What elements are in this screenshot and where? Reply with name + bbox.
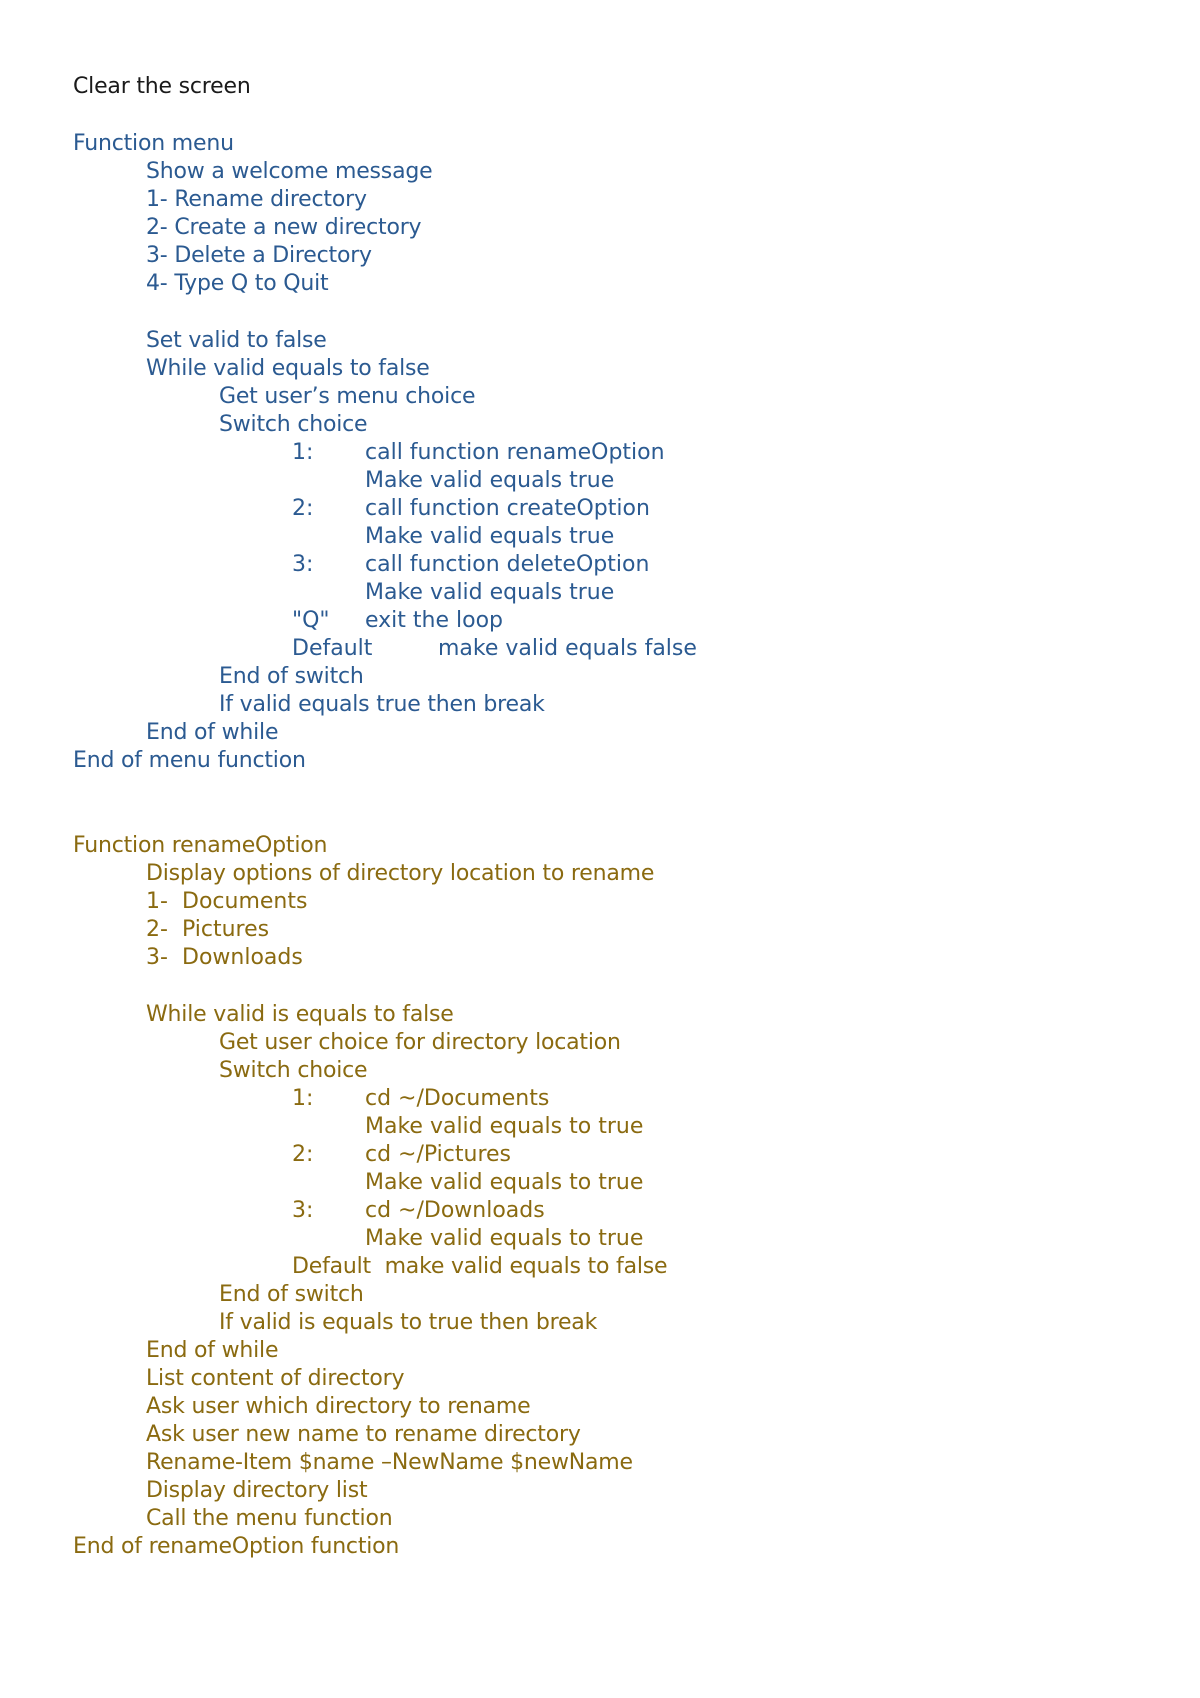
- rename-case3-label: 3:: [292, 1198, 314, 1223]
- rename-default: Default make valid equals to false: [292, 1254, 668, 1279]
- menu-function-header: Function menu: [73, 131, 234, 156]
- rename-ask-new: Ask user new name to rename directory: [146, 1422, 581, 1447]
- menu-case2-call: call function createOption: [365, 496, 650, 521]
- menu-option-create: 2- Create a new directory: [146, 215, 422, 240]
- menu-welcome-line: Show a welcome message: [146, 159, 433, 184]
- rename-option2: Pictures: [182, 917, 270, 942]
- menu-case2-label: 2:: [292, 496, 314, 521]
- menu-caseq-label: "Q": [292, 608, 330, 633]
- menu-end-switch: End of switch: [219, 664, 364, 689]
- rename-function-end: End of renameOption function: [73, 1534, 400, 1559]
- rename-option2-num: 2-: [146, 917, 168, 942]
- rename-end-while: End of while: [146, 1338, 279, 1363]
- menu-case3-call: call function deleteOption: [365, 552, 650, 577]
- rename-while: While valid is equals to false: [146, 1002, 454, 1027]
- menu-case3-label: 3:: [292, 552, 314, 577]
- rename-option1-num: 1-: [146, 889, 168, 914]
- clear-screen-line: Clear the screen: [73, 74, 251, 99]
- menu-option-quit: 4- Type Q to Quit: [146, 271, 329, 296]
- rename-option1: Documents: [182, 889, 308, 914]
- menu-if-break: If valid equals true then break: [219, 692, 545, 717]
- menu-set-valid: Set valid to false: [146, 328, 327, 353]
- menu-case1-call: call function renameOption: [365, 440, 665, 465]
- rename-if-break: If valid is equals to true then break: [219, 1310, 598, 1335]
- menu-get-choice: Get user’s menu choice: [219, 384, 476, 409]
- rename-case1-label: 1:: [292, 1086, 314, 1111]
- rename-case3-valid: Make valid equals to true: [365, 1226, 644, 1251]
- menu-default-label: Default: [292, 636, 373, 661]
- menu-default-action: make valid equals false: [438, 636, 697, 661]
- rename-list-content: List content of directory: [146, 1366, 405, 1391]
- rename-option3: Downloads: [182, 945, 303, 970]
- rename-function-header: Function renameOption: [73, 833, 328, 858]
- menu-case1-label: 1:: [292, 440, 314, 465]
- menu-case1-valid: Make valid equals true: [365, 468, 615, 493]
- rename-case2-valid: Make valid equals to true: [365, 1170, 644, 1195]
- menu-switch: Switch choice: [219, 412, 368, 437]
- rename-switch: Switch choice: [219, 1058, 368, 1083]
- menu-case3-valid: Make valid equals true: [365, 580, 615, 605]
- menu-case2-valid: Make valid equals true: [365, 524, 615, 549]
- rename-item-command: Rename-Item $name –NewName $newName: [146, 1450, 633, 1475]
- rename-case2-label: 2:: [292, 1142, 314, 1167]
- rename-option3-num: 3-: [146, 945, 168, 970]
- menu-option-delete: 3- Delete a Directory: [146, 243, 372, 268]
- rename-case1-valid: Make valid equals to true: [365, 1114, 644, 1139]
- menu-while: While valid equals to false: [146, 356, 430, 381]
- rename-call-menu: Call the menu function: [146, 1506, 393, 1531]
- rename-display-options: Display options of directory location to rename: [146, 861, 655, 886]
- menu-function-end: End of menu function: [73, 748, 306, 773]
- rename-case2-cd: cd ~/Pictures: [365, 1142, 512, 1167]
- rename-display-list: Display directory list: [146, 1478, 368, 1503]
- menu-end-while: End of while: [146, 720, 279, 745]
- rename-case3-cd: cd ~/Downloads: [365, 1198, 545, 1223]
- menu-option-rename: 1- Rename directory: [146, 187, 367, 212]
- rename-end-switch: End of switch: [219, 1282, 364, 1307]
- menu-caseq-action: exit the loop: [365, 608, 503, 633]
- rename-get-choice: Get user choice for directory location: [219, 1030, 621, 1055]
- rename-case1-cd: cd ~/Documents: [365, 1086, 550, 1111]
- rename-ask-which: Ask user which directory to rename: [146, 1394, 531, 1419]
